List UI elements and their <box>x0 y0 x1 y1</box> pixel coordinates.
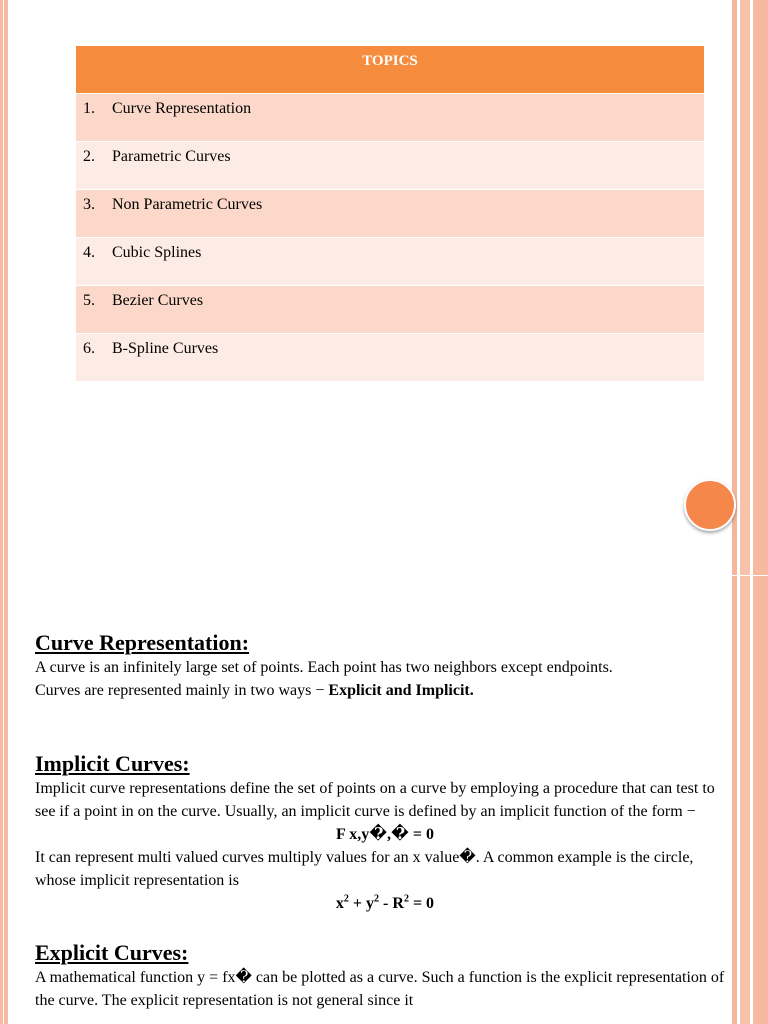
exponent: 2 <box>403 893 409 905</box>
curve-representation-line2 <box>35 679 735 702</box>
topic-row <box>76 333 704 381</box>
formula-r: - R <box>383 895 404 912</box>
formula-y: + y <box>352 895 375 912</box>
line2-text: Curves are represented mainly in two ways − <box>35 682 329 699</box>
exponent: 2 <box>343 893 349 905</box>
line2-bold: Explicit and Implicit. <box>328 682 474 699</box>
curve-representation-line1: A curve is an infinitely large set of points. Each point has two neighbors except endpoints. <box>35 659 613 676</box>
topic-number: 5. <box>83 292 95 309</box>
topic-number: 6. <box>83 340 95 357</box>
implicit-para2: It can represent multi valued curves multiply values for an x value�. A common example is the circle, whose implicit representation is <box>35 849 694 889</box>
formula-x: x <box>335 895 344 912</box>
curve-representation-heading: Curve Representation: <box>35 630 250 655</box>
decorative-circle <box>684 479 736 531</box>
content-body <box>35 630 735 1012</box>
topics-table <box>76 46 704 381</box>
explicit-para1: A mathematical function y = fx� can be plotted as a curve. Such a function is the explicit representation of the curve. The explicit representation is not general since it <box>35 969 725 1009</box>
topic-row <box>76 141 704 189</box>
formula-end: = 0 <box>412 895 435 912</box>
topic-label: B-Spline Curves <box>112 340 219 357</box>
topic-number: 2. <box>83 148 95 165</box>
topic-row <box>76 93 704 141</box>
topics-header: TOPICS <box>76 46 704 93</box>
topic-label: Non Parametric Curves <box>112 196 263 213</box>
exponent: 2 <box>374 893 380 905</box>
topic-label: Bezier Curves <box>112 292 204 309</box>
left-border-strip <box>0 0 8 1024</box>
topic-label: Cubic Splines <box>112 244 202 261</box>
topic-number: 3. <box>83 196 95 213</box>
topic-label: Curve Representation <box>112 100 252 117</box>
topic-label: Parametric Curves <box>112 148 231 165</box>
explicit-curves-heading: Explicit Curves: <box>35 940 189 965</box>
topic-row <box>76 237 704 285</box>
topic-row <box>76 189 704 237</box>
implicit-formula1: F x,y�,� = 0 <box>336 826 434 843</box>
implicit-formula2 <box>35 892 735 915</box>
topic-number: 1. <box>83 100 95 117</box>
implicit-curves-heading: Implicit Curves: <box>35 751 190 776</box>
implicit-para1: Implicit curve representations define the set of points on a curve by employing a procedure that can test to see if a point in on the curve. Usually, an implicit curve is defined by an implicit function of the form − <box>35 780 715 820</box>
topic-number: 4. <box>83 244 95 261</box>
topic-row <box>76 285 704 333</box>
right-border-stripes <box>732 0 768 1024</box>
